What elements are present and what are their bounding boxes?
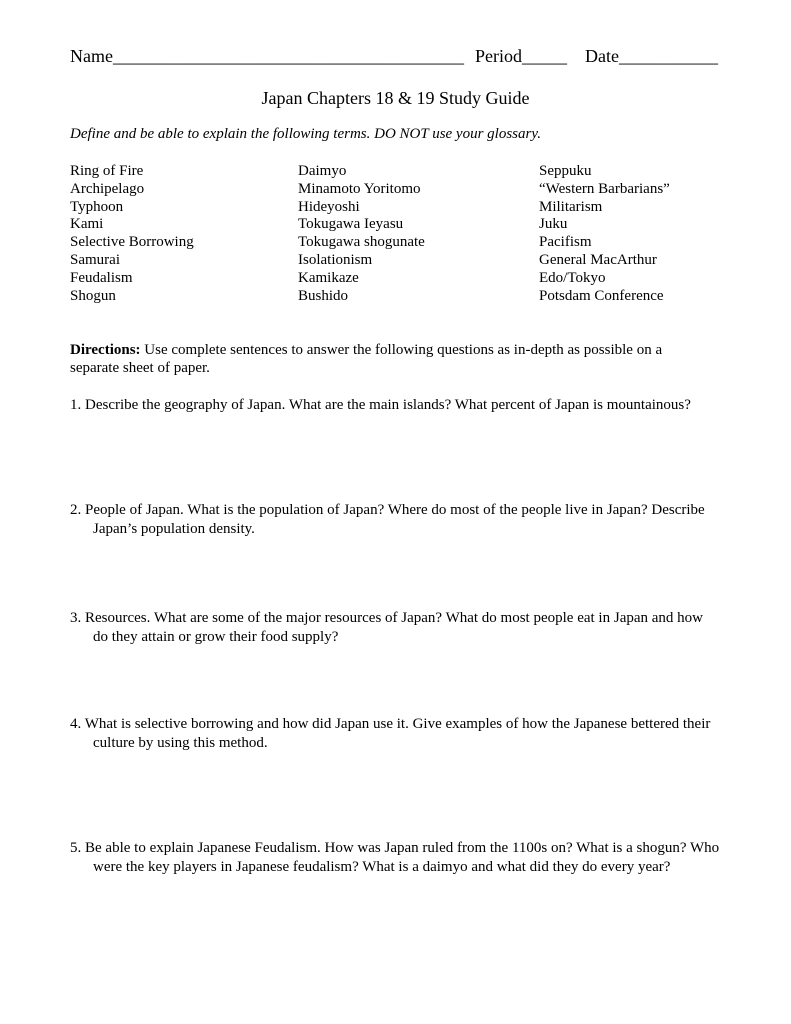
question-1: 1. Describe the geography of Japan. What are the main islands? What percent of Japan is mountainous? — [70, 397, 691, 413]
terms-column-2 — [298, 163, 425, 305]
term: Ring of Fire — [70, 163, 144, 179]
terms-column-3 — [539, 163, 670, 305]
term: Archipelago — [70, 180, 145, 197]
term: Bushido — [298, 287, 349, 304]
terms-column-1 — [70, 163, 194, 305]
term: Seppuku — [539, 163, 592, 179]
term: Isolationism — [298, 251, 373, 268]
term: Typhoon — [70, 198, 124, 215]
term: Minamoto Yoritomo — [298, 180, 421, 197]
question-2: 2. People of Japan. What is the population of Japan? Where do most of the people live in Japan? Describe Japan’s population density. — [70, 502, 705, 537]
term: Selective Borrowing — [70, 234, 194, 251]
period-field: Period_____ — [475, 46, 567, 66]
term: Militarism — [539, 198, 603, 215]
term: Tokugawa shogunate — [298, 234, 425, 251]
term: Edo/Tokyo — [539, 269, 606, 286]
question-3: 3. Resources. What are some of the major resources of Japan? What do most people eat in Japan and how do they attain or grow their food supply? — [70, 610, 703, 645]
question-5: 5. Be able to explain Japanese Feudalism. How was Japan ruled from the 1100s on? What is a shogun? Who were the key players in Japanese feudalism? What is a daimyo and what did they do every year? — [70, 840, 720, 875]
directions-text: Use complete sentences to answer the following questions as in-depth as possible on a separate sheet of paper. — [70, 342, 663, 376]
directions-paragraph — [70, 341, 710, 377]
name-field: Name_______________________________________ — [70, 46, 464, 66]
term: “Western Barbarians” — [539, 180, 670, 197]
term: Kami — [70, 216, 104, 233]
page-title: Japan Chapters 18 & 19 Study Guide — [261, 88, 530, 108]
term: Daimyo — [298, 163, 347, 179]
term: Juku — [539, 216, 568, 233]
term: Pacifism — [539, 234, 592, 251]
question-4: 4. What is selective borrowing and how did Japan use it. Give examples of how the Japanese bettered their culture by using this method. — [70, 716, 711, 751]
term: Tokugawa Ieyasu — [298, 216, 404, 233]
term: Shogun — [70, 287, 116, 304]
term: Kamikaze — [298, 269, 359, 286]
term: Potsdam Conference — [539, 287, 664, 304]
term: Hideyoshi — [298, 198, 360, 215]
term: Samurai — [70, 251, 120, 268]
instructions: Define and be able to explain the following terms. DO NOT use your glossary. — [70, 126, 541, 142]
directions-label: Directions: — [70, 342, 141, 358]
date-field: Date___________ — [585, 46, 718, 66]
term: General MacArthur — [539, 251, 657, 268]
term: Feudalism — [70, 269, 133, 286]
